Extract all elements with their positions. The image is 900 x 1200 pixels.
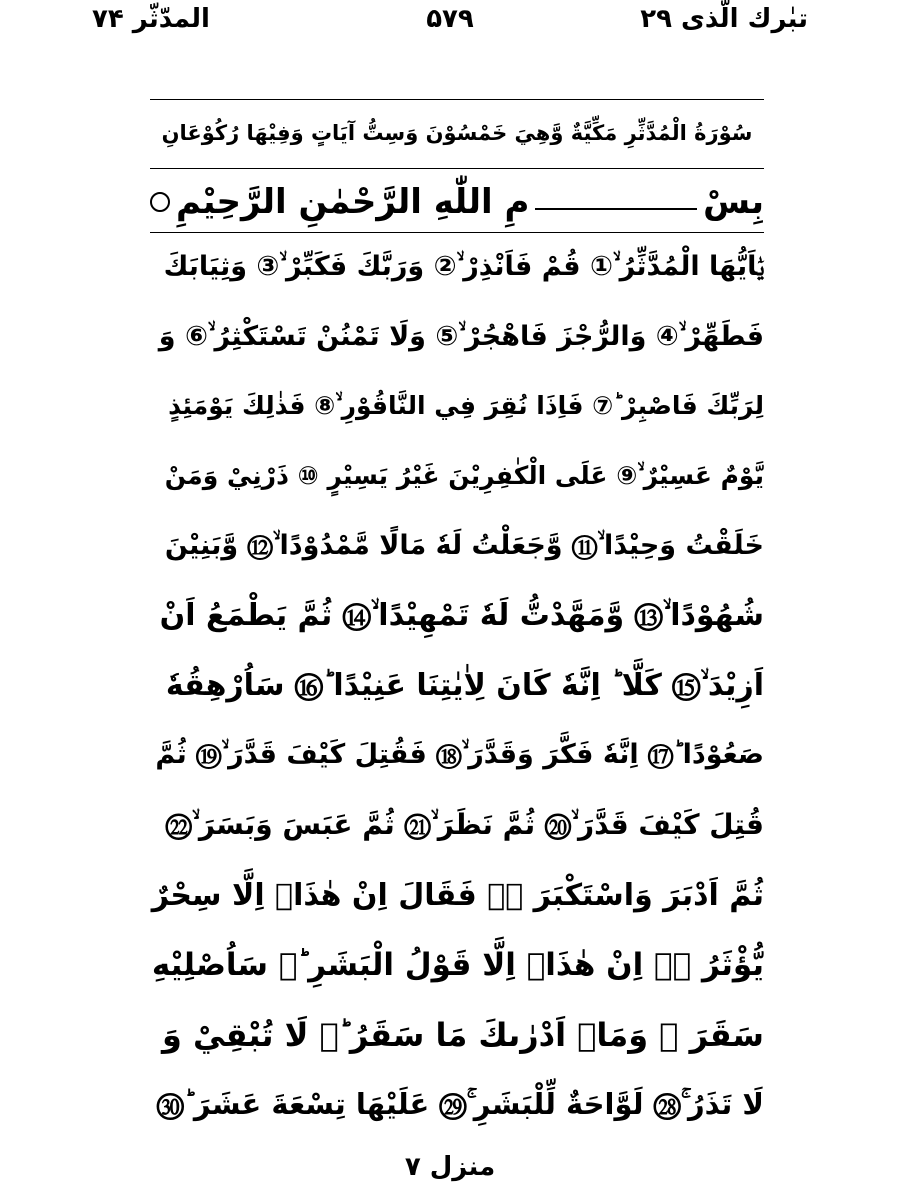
verse-line-1 xyxy=(150,232,764,302)
verse-line-10 xyxy=(150,860,764,930)
verse-line-text: صَعُوْدًا ؕ⑰ اِنَّهٗ فَكَّرَ وَقَدَّرَ ۙ⑱ فَقُتِلَ كَيْفَ قَدَّرَ ۙ⑲ ثُمَّ xyxy=(155,739,764,771)
para-name: تبٰرك الّذی ۲۹ xyxy=(640,4,808,34)
verse-line-text: لَا تَذَرُ ۚ㉘ لَوَّاحَةٌ لِّلْبَشَرِ ۚ㉙ عَلَيْهَا تِسْعَةَ عَشَرَ ؕ㉚ xyxy=(156,1086,764,1121)
verse-line-11 xyxy=(150,930,764,1000)
verse-line-text: سَقَرَ ㉖ وَمَاۤ اَدْرٰىكَ مَا سَقَرُ ؕ㉗ لَا تُبْقِيْ وَ xyxy=(161,1015,764,1054)
verse-line-4 xyxy=(150,441,764,511)
ayah-end-circle-icon xyxy=(150,192,170,212)
verse-line-2 xyxy=(150,302,764,372)
verse-line-3 xyxy=(150,372,764,442)
page-number: ۵۷۹ xyxy=(426,4,474,34)
verse-line-text: قُتِلَ كَيْفَ قَدَّرَ ۙ⑳ ثُمَّ نَظَرَ ۙ㉑ ثُمَّ عَبَسَ وَبَسَرَ ۙ㉒ xyxy=(165,808,764,842)
verse-line-8 xyxy=(150,721,764,791)
verse-line-text: يٰۤاَيُّهَا الْمُدَّثِّرُ ۙ① قُمْ فَاَنْذِرْ ۙ② وَرَبَّكَ فَكَبِّرْ ۙ③ وَثِيَابَكَ xyxy=(163,250,764,282)
bismillah xyxy=(150,174,764,230)
verse-line-text: لِرَبِّكَ فَاصْبِرْ ؕ⑦ فَاِذَا نُقِرَ فِي النَّاقُوْرِ ۙ⑧ فَذٰلِكَ يَوْمَئِذٍ xyxy=(168,391,764,421)
bismillah-first: بِسْ xyxy=(703,182,764,222)
verse-line-7 xyxy=(150,651,764,721)
verse-line-6 xyxy=(150,581,764,651)
surah-title: سُوْرَةُ الْمُدَّثِّرِ مَكِّيَّةٌ وَّهِيَ خَمْسُوْنَ وَسِتُّ آيَاتٍ وَفِيْهَا رُكُوْعَانِ xyxy=(161,121,753,145)
verse-text xyxy=(150,232,764,1139)
verse-line-text: خَلَقْتُ وَحِيْدًا ۙ⑪ وَّجَعَلْتُ لَهٗ مَالًا مَّمْدُوْدًا ۙ⑫ وَّبَنِيْنَ xyxy=(164,530,764,562)
verse-line-13 xyxy=(150,1070,764,1140)
manzil-footer: منزل ۷ xyxy=(404,1152,496,1182)
surah-name-header: المدّثّر ۷۴ xyxy=(92,4,210,34)
verse-line-text: فَطَهِّرْ ۙ④ وَالرُّجْزَ فَاهْجُرْ ۙ⑤ وَلَا تَمْنُنْ تَسْتَكْثِرُ ۙ⑥ وَ xyxy=(158,320,764,352)
bismillah-rest-group xyxy=(150,182,529,222)
verse-line-text: ثُمَّ اَدْبَرَ وَاسْتَكْبَرَ ۙ㉓ فَقَالَ اِنْ هٰذَاۤ اِلَّا سِحْرٌ xyxy=(151,877,764,913)
verse-line-9 xyxy=(150,790,764,860)
title-rule xyxy=(150,168,764,169)
verse-line-text: اَزِيْدَ ۙ⑮ كَلَّا ؕ اِنَّهٗ كَانَ لِاٰيٰتِنَا عَنِيْدًا ؕ⑯ سَاُرْهِقُهٗ xyxy=(165,668,764,704)
verse-line-text: شُهُوْدًا ۙ⑬ وَّمَهَّدْتُّ لَهٗ تَمْهِيْدًا ۙ⑭ ثُمَّ يَطْمَعُ اَنْ xyxy=(159,598,764,634)
verse-line-5 xyxy=(150,511,764,581)
verse-line-12 xyxy=(150,1000,764,1070)
verse-line-text: يَّوْمٌ عَسِيْرٌ ۙ⑨ عَلَى الْكٰفِرِيْنَ غَيْرُ يَسِيْرٍ ⑩ ذَرْنِيْ وَمَنْ xyxy=(164,461,764,491)
bismillah-stretch xyxy=(535,208,697,210)
bismillah-rest: مِ اللّٰهِ الرَّحْمٰنِ الرَّحِيْمِ xyxy=(176,182,530,222)
verse-line-text: يُّؤْثَرُ ۙ㉔ اِنْ هٰذَاۤ اِلَّا قَوْلُ الْبَشَرِ ؕ㉕ سَاُصْلِيْهِ xyxy=(151,946,764,983)
